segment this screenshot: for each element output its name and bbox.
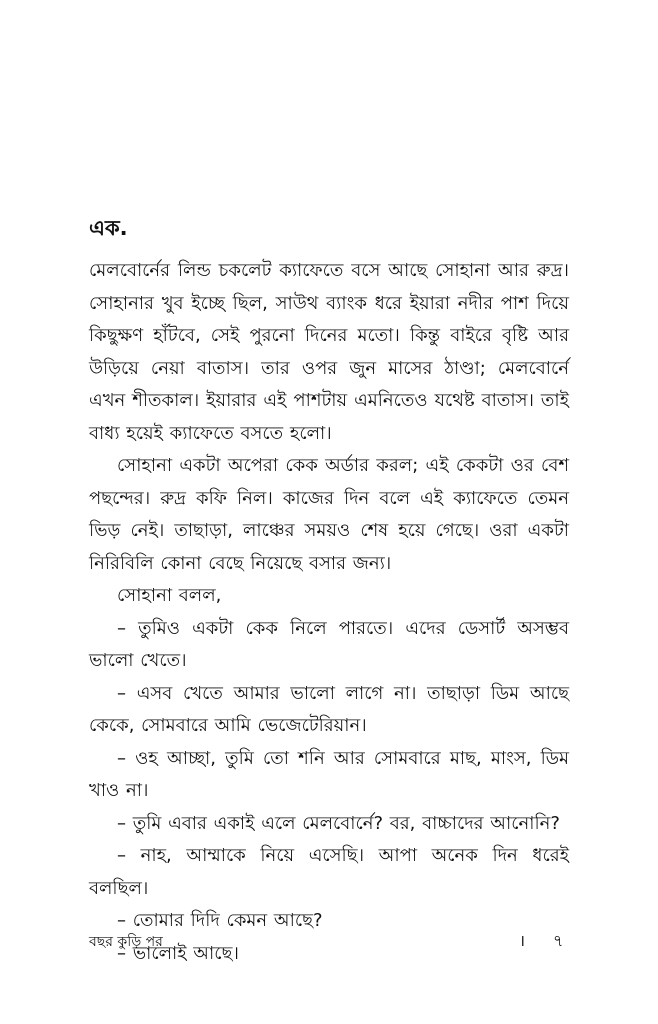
chapter-heading: এক.	[89, 216, 128, 240]
dialogue-line-4: – তুমি এবার একাই এলে মেলবোর্নে? বর, বাচ্চাদের আনোনি?	[117, 812, 560, 834]
footer-separator: ।	[519, 931, 526, 950]
dialogue-line-2: – এসব খেতে আমার ভালো লাগে না। তাছাড়া ডিম আছে কেকে, সোমবারে আমি ভেজেটেরিয়ান।	[89, 682, 569, 736]
running-footer-title: বছর কুড়ি পর	[89, 934, 163, 950]
dialogue-line-5: – নাহ, আম্মাকে নিয়ে এসেছি। আপা অনেক দিন ধরেই বলছিল।	[89, 845, 569, 899]
body-text	[89, 255, 569, 970]
dialogue-intro: সোহানা বলল,	[117, 585, 222, 606]
dialogue-line-7: – ভালোই আছে।	[117, 942, 239, 964]
paragraph-1: মেলবোর্নের লিন্ড চকলেট ক্যাফেতে বসে আছে সোহানা আর রুদ্র। সোহানার খুব ইচ্ছে ছিল, সাউথ ব্যাংক ধরে ইয়ারা নদীর পাশ দিয়ে কিছুক্ষণ হাঁটবে, সেই পুরনো দিনের মতো। কিন্তু বাইরে বৃষ্টি আর উড়িয়ে নেয়া বাতাস। তার ওপর জুন মাসের ঠাণ্ডা; মেলবোর্নে এখন শীতকাল। ইয়ারার এই পাশটায় এমনিতেও যথেষ্ট বাতাস। তাই বাধ্য হয়েই ক্যাফেতে বসতে হলো।	[89, 260, 569, 444]
dialogue-line-6: – তোমার দিদি কেমন আছে?	[117, 910, 323, 931]
paragraph-2: সোহানা একটা অপেরা কেক অর্ডার করল; এই কেকটা ওর বেশ পছন্দের। রুদ্র কফি নিল। কাজের দিন বলে এই ক্যাফেতে তেমন ভিড় নেই। তাছাড়া, লাঞ্চের সময়ও শেষ হয়ে গেছে। ওরা একটা নিরিবিলি কোনা বেছে নিয়েছে বসার জন্য।	[89, 455, 569, 574]
page-number: ৭	[553, 931, 564, 950]
dialogue-line-1: – তুমিও একটা কেক নিলে পারতে। এদের ডেসার্ট অসম্ভব ভালো খেতে।	[89, 617, 569, 671]
dialogue-line-3: – ওহ আচ্ছা, তুমি তো শনি আর সোমবারে মাছ, মাংস, ডিম খাও না।	[89, 747, 569, 801]
